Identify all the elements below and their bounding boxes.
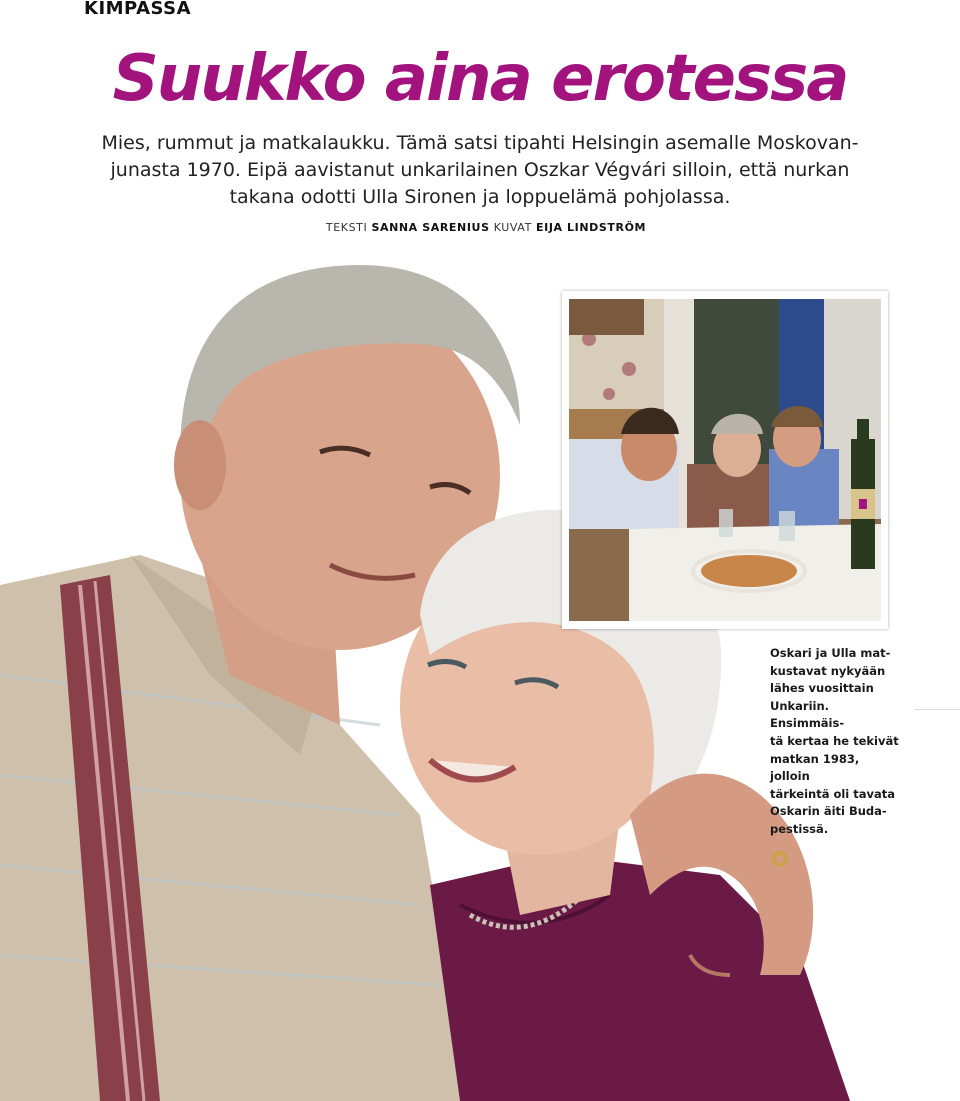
section-label: KIMPASSA xyxy=(84,0,192,19)
lede xyxy=(100,130,860,211)
photo-caption xyxy=(770,645,900,839)
lede-line: takana odotti Ulla Sironen ja loppuelämä pohjolassa. xyxy=(229,186,731,208)
text-credit-label: TEKSTI xyxy=(325,221,368,234)
caption-line: tärkeintä oli tavata xyxy=(770,786,896,801)
caption-line: lähes vuosittain xyxy=(770,681,874,696)
caption-line: matkan 1983, jolloin xyxy=(770,751,860,784)
caption-line: pestissä. xyxy=(770,821,829,836)
caption-line: Unkariin. Ensimmäis- xyxy=(770,698,845,731)
byline xyxy=(0,221,960,234)
caption-line: Oskari ja Ulla mat- xyxy=(770,646,891,660)
photo-credit-label: KUVAT xyxy=(493,221,532,234)
caption-divider xyxy=(914,709,960,710)
text-credit-author: SANNA SARENIUS xyxy=(371,221,490,234)
lede-line: junasta 1970. Eipä aavistanut unkarilainen Oszkar Végvári silloin, että nurkan xyxy=(110,159,850,181)
caption-line: kustavat nykyään xyxy=(770,663,886,678)
caption-line: tä kertaa he tekivät xyxy=(770,733,899,748)
caption-line: Oskarin äiti Buda- xyxy=(770,804,887,819)
inset-photo-frame xyxy=(562,291,888,629)
inset-photo xyxy=(569,299,881,621)
headline: Suukko aina erotessa xyxy=(112,42,848,116)
photo-credit-author: EIJA LINDSTRÖM xyxy=(536,221,647,234)
lede-line: Mies, rummut ja matkalaukku. Tämä satsi tipahti Helsingin asemalle Moskovan- xyxy=(101,132,859,154)
